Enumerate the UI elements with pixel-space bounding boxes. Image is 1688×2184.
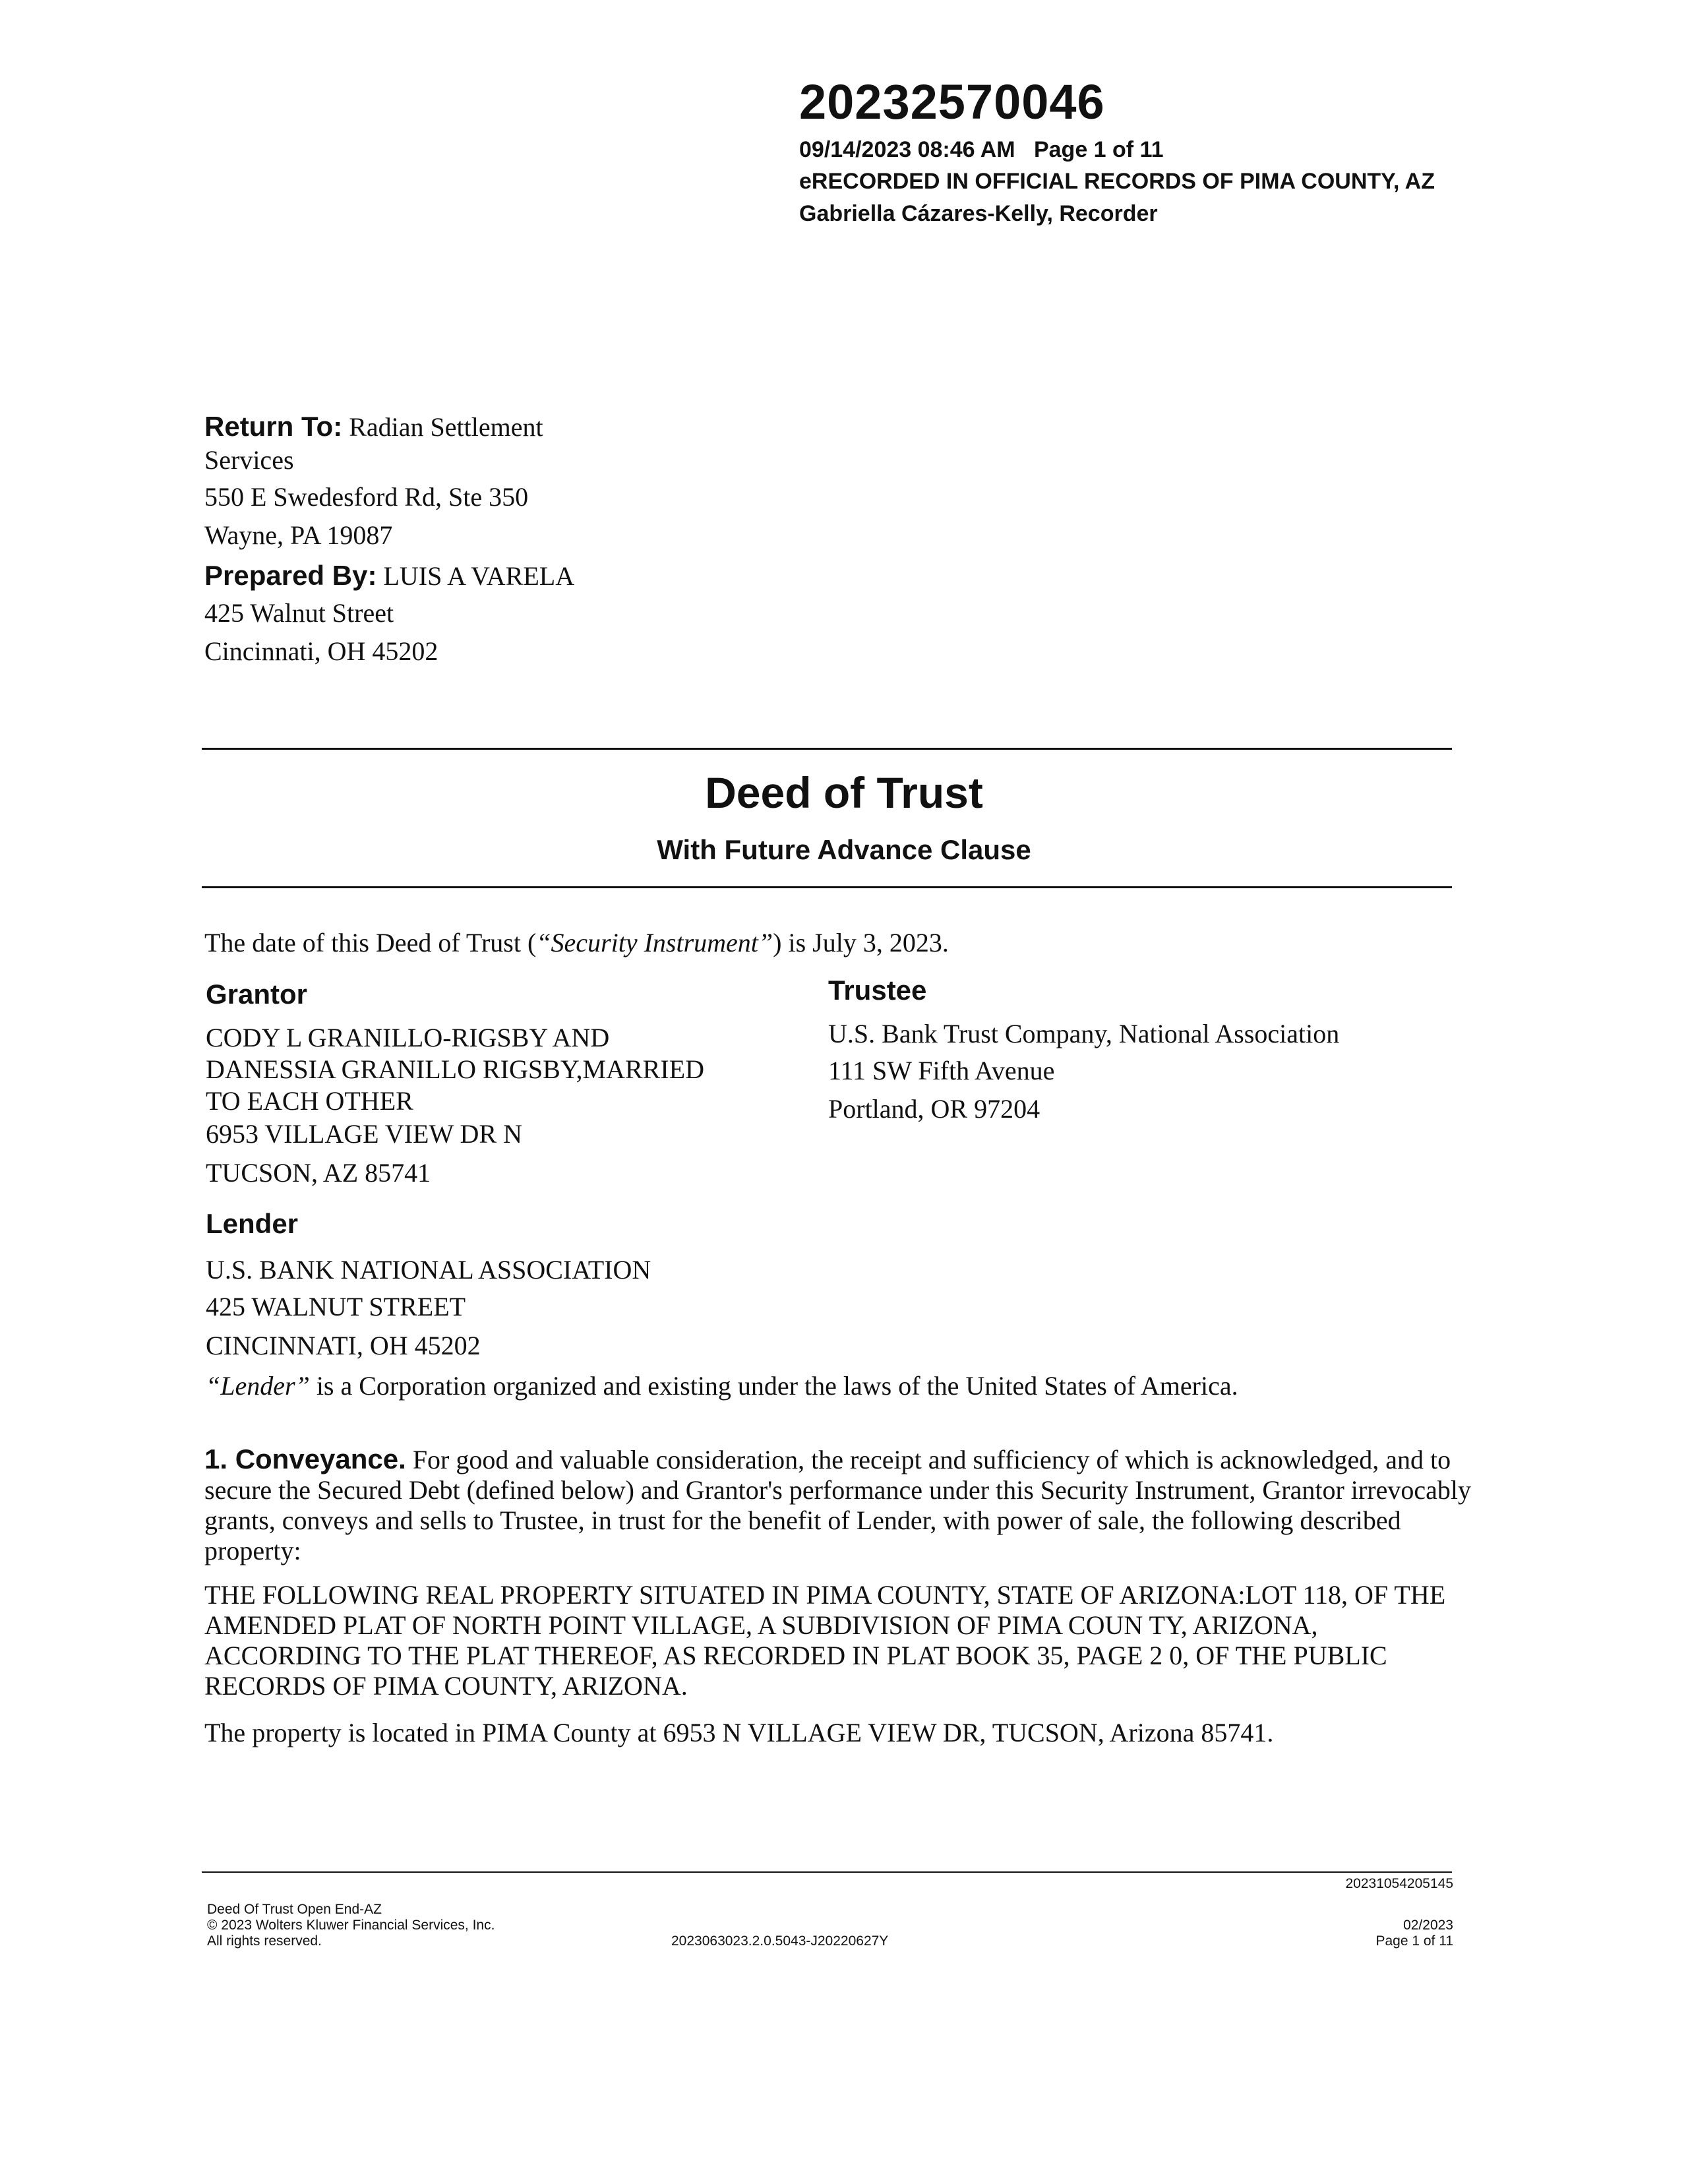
lender-note: [206, 1370, 1238, 1401]
prepared-by-label: Prepared By:: [204, 560, 377, 591]
return-to-name-line: [204, 410, 626, 477]
return-to-city: Wayne, PA 19087: [204, 520, 393, 550]
recorder-name: Gabriella Cázares-Kelly, Recorder: [799, 201, 1158, 226]
grantor-line2: DANESSIA GRANILLO RIGSBY,MARRIED: [206, 1054, 704, 1084]
lender-street: 425 WALNUT STREET: [206, 1292, 466, 1321]
trustee-street: 111 SW Fifth Avenue: [828, 1056, 1055, 1085]
footer-code: 2023063023.2.0.5043-J20220627Y: [671, 1933, 889, 1949]
date-line-prefix: The date of this Deed of Trust (: [204, 928, 537, 957]
grantor-line1: CODY L GRANILLO-RIGSBY AND: [206, 1023, 610, 1052]
lender-note-text: is a Corporation organized and existing under the laws of the United States of America.: [309, 1371, 1238, 1401]
security-instrument-term: “Security Instrument”: [536, 928, 773, 957]
document-subtitle: With Future Advance Clause: [657, 834, 1031, 865]
prepared-by-city: Cincinnati, OH 45202: [204, 636, 438, 666]
property-location: The property is located in PIMA County at 6953 N VILLAGE VIEW DR, TUCSON, Arizona 85741.: [204, 1718, 1274, 1747]
trustee-heading: Trustee: [828, 975, 927, 1006]
footer-doc-number: 20231054205145: [1345, 1876, 1453, 1891]
conveyance-label: 1. Conveyance.: [204, 1443, 406, 1474]
footer-copyright: © 2023 Wolters Kluwer Financial Services, Inc.: [207, 1918, 495, 1933]
prepared-by-name: LUIS A VARELA: [383, 561, 575, 591]
lender-name: U.S. BANK NATIONAL ASSOCIATION: [206, 1255, 651, 1285]
grantor-block: [206, 1022, 799, 1190]
lender-heading: Lender: [206, 1208, 299, 1239]
return-to-block: [204, 410, 626, 552]
footer-right-block: [1375, 1918, 1453, 1949]
prepared-by-street: 425 Walnut Street: [204, 598, 394, 628]
footer-form-name: Deed Of Trust Open End-AZ: [207, 1902, 382, 1917]
grantor-line3: TO EACH OTHER: [206, 1086, 413, 1116]
footer-page: Page 1 of 11: [1375, 1933, 1453, 1949]
recording-datetime: 09/14/2023 08:46 AM Page 1 of 11: [799, 137, 1164, 162]
title-top-rule: [202, 748, 1452, 750]
footer-revision: 02/2023: [1403, 1918, 1453, 1933]
grantor-heading: Grantor: [206, 979, 308, 1010]
trustee-city: Portland, OR 97204: [828, 1094, 1040, 1124]
recording-number: 20232570046: [799, 75, 1105, 129]
title-bottom-rule: [202, 886, 1452, 888]
prepared-by-block: [204, 559, 798, 668]
grantor-city: TUCSON, AZ 85741: [206, 1158, 431, 1188]
prepared-by-name-line: [204, 559, 798, 593]
lender-block: [206, 1252, 997, 1366]
recording-office: eRECORDED IN OFFICIAL RECORDS OF PIMA COUNTY, AZ: [799, 169, 1435, 194]
footer-rule: [202, 1871, 1452, 1873]
date-line: [204, 927, 949, 958]
lender-city: CINCINNATI, OH 45202: [206, 1331, 481, 1360]
date-line-suffix: ) is July 3, 2023.: [773, 928, 949, 957]
lender-term: “Lender”: [206, 1371, 310, 1401]
property-description: THE FOLLOWING REAL PROPERTY SITUATED IN PIMA COUNTY, STATE OF ARIZONA:LOT 118, OF THE AMENDED PLAT OF NORTH POINT VILLAGE, A SUBDIVISION OF PIMA COUN TY, ARIZONA, ACCORDING TO THE PLAT THEREOF, AS RECORDED IN PLAT BOOK 35, PAGE 2 0, OF THE PUBLIC RECORDS OF PIMA COUNTY, ARIZONA.: [204, 1580, 1446, 1701]
conveyance-paragraph: [204, 1444, 1477, 1566]
document-title: Deed of Trust: [705, 768, 983, 817]
return-to-street: 550 E Swedesford Rd, Ste 350: [204, 482, 529, 512]
footer-rights: All rights reserved.: [207, 1933, 322, 1949]
footer-left-block: [207, 1902, 495, 1949]
return-to-label: Return To:: [204, 411, 343, 442]
trustee-name: U.S. Bank Trust Company, National Association: [828, 1019, 1340, 1048]
grantor-street: 6953 VILLAGE VIEW DR N: [206, 1119, 522, 1149]
trustee-block: [828, 1016, 1488, 1129]
return-to-name: Radian Settlement Services: [204, 412, 543, 475]
conveyance-text: For good and valuable consideration, the receipt and sufficiency of which is acknowledged, and to secure the Secured Debt (defined below) and Grantor's performance under this Security Instrument, Grantor irrevocably grants, conveys and sells to Trustee, in trust for the benefit of Lender, with power of sale, the following described property:: [204, 1445, 1471, 1565]
